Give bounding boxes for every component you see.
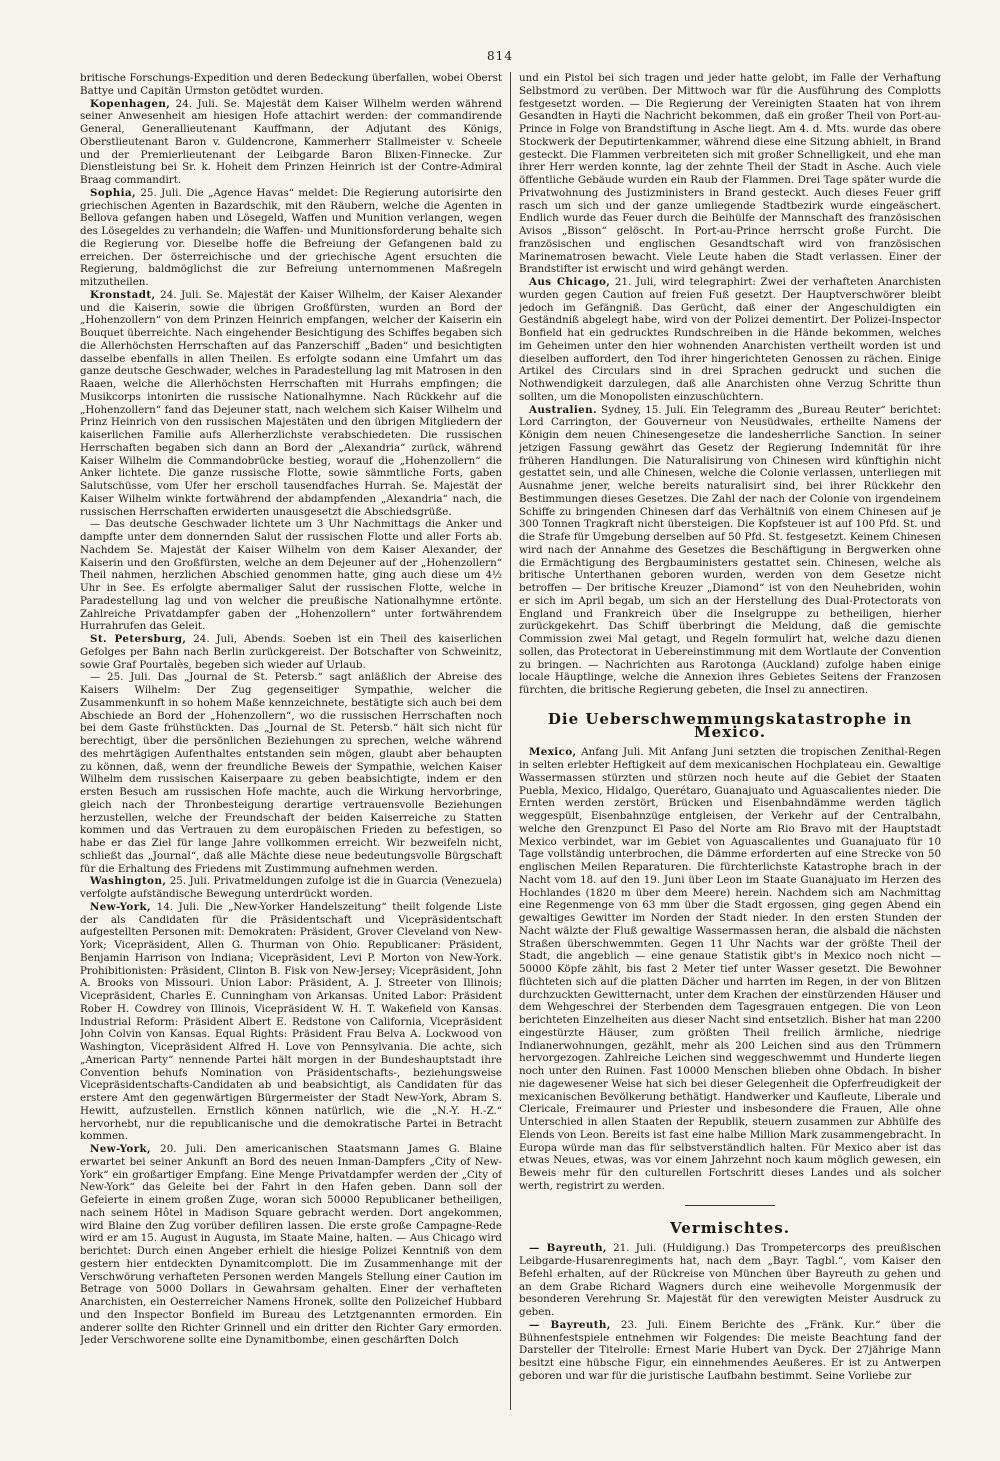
paragraph-text: und ein Pistol bei sich tragen und jeder hatte gelobt, im Falle der Verhaftung Selbstmord zu verüben. Der Mittwoch war für die Ausführung des Complotts festgesetzt worden. — Die Regierung der Vereinigten Staaten hat von ihrem Gesandten in Hayti die Nachricht bekommen, daß ein großer Theil von Port-au-Prince in Folge von Brandstiftung in Asche liegt. Am 4. d. Mts. wurde das obere Stockwerk der Deputirtenkammer, während diese eine Sitzung abhielt, in Brand gesteckt. Die Flammen verbreiteten sich mit großer Schnelligkeit, und ehe man ihrer Herr werden konnte, lag der zehnte Theil der Stadt in Asche. Auch viele öffentliche Gebäude wurden ein Raub der Flammen. Drei Tage später wurde die Privatwohnung des Justizministers in Brand gesteckt. Auch dieses Feuer griff rasch um sich und der ganze umliegende Stadtbezirk wurde eingeäschert. Endlich wurde das Feuer durch die Beihülfe der Mannschaft des französischen Avisos „Bisson“ gelöscht. In Port-au-Prince herrscht große Furcht. Die französischen und englischen Gesandtschaft wird von französischen Marinematrosen bewacht. Viele Leute haben die Stadt verlassen. Einer der Brandstifter ist erwischt und wird gehängt werden. (519, 72, 941, 276)
right-column (519, 72, 941, 1412)
article-paragraph (519, 72, 941, 276)
article-paragraph (519, 404, 941, 697)
dateline: Kronstadt, (90, 288, 156, 301)
paragraph-text: 21. Juli. (Huldigung.) Das Trompetercorps des preußischen Leibgarde-Husarenregiments hat, nach dem „Bayr. Tagbl.“, vom Kaiser den Befehl erhalten, auf der Rückreise von München über Bayreuth zu gehen und an dem Grabe Richard Wagners durch eine weihevolle Morgenmusik der besonderen Verehrung Sr. Majestät für den verewigten Meister Ausdruck zu geben. (519, 1242, 941, 1318)
dateline: New-York, (90, 1143, 152, 1155)
paragraph-text: 20. Juli. Den americanischen Staatsmann James G. Blaine erwartet bei seiner Ankunft an Bord des neuen Inman-Dampfers „City of New-York“ ein großartiger Empfang. Eine Menge Privatdampfer werden der „City of New-York“ das Geleite bei der Fahrt in den Hafen geben. Dann soll der Gefeierte in einem großen Zuge, woran sich 50000 Republicaner betheiligen, nach seinem Hôtel in Madison Square gebracht werden. Dort angekommen, wird Blaine den Zug vorüber defiliren lassen. Die erste große Campagne-Rede wird er am 15. August in Augusta, im Staate Maine, halten. — Aus Chicago wird berichtet: Durch einen Angeber erhielt die hiesige Polizei Kenntniß von dem gestern hier entdeckten Dynamitcomplott. Die im Zusammenhange mit der Verschwörung verhafteten Personen werden Mangels Stellung einer Caution im Betrage von 5000 Dollars in Gewahrsam gehalten. Einer der verhafteten Anarchisten, ein Oesterreicher Namens Hronek, sollte den Polizeichef Hubbard und den Inspector Bonfield im Bureau des Letztgenannten ermorden. Ein anderer sollte den Richter Grinnell und ein dritter den Richter Gary ermorden. Jeder Verschworene sollte eine Dynamitbombe, einen geschärften Dolch (80, 1143, 502, 1347)
paragraph-text: Sydney, 15. Juli. Ein Telegramm des „Bureau Reuter“ berichtet: Lord Carrington, der Gouverneur von Neusüdwales, ertheilte Namens der Königin dem neuen Chinesengesetze die landesherrliche Sanction. In seiner jetzigen Fassung gewährt das Gesetz der Regierung Indemnität für ihre früheren Handlungen. Die Naturalisirung von Chinesen wird künftighin nicht gestattet sein, und alle Chinesen, welche die Colonie verlassen, unterliegen mit Ausnahme jener, welche bereits naturalisirt sind, bei ihrer Rückkehr den Bestimmungen dieses Gesetzes. Die Zahl der nach der Colonie von irgendeinem Schiffe zu bringenden Chinesen darf das Verhältniß von einem Chinesen auf je 300 Tonnen Tragkraft nicht übersteigen. Die Kopfsteuer ist auf 100 Pfd. St. und die Strafe für Umgebung derselben auf 50 Pfd. St. festgesetzt. Keinem Chinesen wird nach der Annahme des Gesetzes die Beschäftigung in Bergwerken ohne die Ermächtigung des Bergbauministers gestattet sein. Chinesen, welche als britische Unterthanen geboren wurden, werden von dem Gesetze nicht betroffen — Der britische Kreuzer „Diamond“ ist von den Neuhebriden, wohin er sich im April begab, um sich an der Herstellung des Dual-Protectorats von England und Frankreich über die Inselgruppe zu betheiligen, hierher zurückgekehrt. Das Schiff überbringt die Meldung, daß die gemischte Commission zwei Mal getagt, und Regeln formulirt hat, welche dazu dienen sollen, das Protectorat in Uebereinstimmung mit dem Wortlaute der Convention zu bringen. — Nachrichten aus Rarotonga (Auckland) zufolge haben einige locale Häuptlinge, welche die Annexion ihres Gebietes Seitens der Franzosen fürchten, die britische Regierung gebeten, die Insel zu annectiren. (519, 403, 941, 696)
article-paragraph (80, 633, 502, 671)
article-paragraph (80, 72, 502, 98)
article-paragraph (519, 1242, 941, 1319)
dateline: — Bayreuth, (529, 1242, 607, 1255)
article-paragraph (80, 289, 502, 519)
paragraph-text: 21. Juli, wird telegraphirt: Zwei der verhafteten Anarchisten wurden gegen Caution auf freien Fuß gesetzt. Der Hauptverschwörer bleibt jedoch im Gefängniß. Das Gerücht, daß einer der Angeschuldigten ein Geständniß abgelegt habe, wird von der Polizei dementirt. Der Polizei-Inspector Bonfield hat ein gedrucktes Rundschreiben in die Hände bekommen, welches im Geheimen unter den hier wohnenden Anarchisten vertheilt worden ist und dieselben auffordert, den Tod ihrer hingerichteten Genossen zu rächen. Einige Artikel des Circulars sind in drei Sprachen gedruckt und suchen die Nothwendigkeit darzulegen, daß alle Anarchisten ohne Verzug Schritte thun sollten, um die Monopolisten einzuschüchtern. (519, 276, 941, 403)
paragraph-text: — 25. Juli. Das „Journal de St. Petersb.“ sagt anläßlich der Abreise des Kaisers Wilhelm: Der Zug gegenseitiger Sympathie, welcher die Zusammenkunft in so hohem Maße kennzeichnete, bestätigte sich auch bei dem Abschiede an Bord der „Hohenzollern“, wo die russischen Herrschaften noch bei dem Gaste frühstückten. Das „Journal de St. Petersb.“ hält sich nicht für berechtigt, über die persönlichen Beziehungen zu sprechen, welche während des mehrtägigen Aufenthaltes entstanden sein mögen, glaubt aber behaupten zu können, daß, wenn der freundliche Beweis der Sympathie, welchen Kaiser Wilhelm dem russischen Kaiserpaare zu geben beabsichtigte, indem er den ersten Besuch am russischen Hofe machte, auch die Wirkung hervorbringe, gleich nach der Thronbesteigung derartige vertrauensvolle Beziehungen herzustellen, welche der Freundschaft der beiden Kaiserreiche zu Statten kommen und das Vertrauen zu dem europäischen Frieden zu befestigen, so habe er das Ziel für lange Jahre vollkommen erreicht. Wir bezweifeln nicht, schließt das „Journal“, daß alle Mächte diese neue bedeutungsvolle Bürgschaft für die Erhaltung des Friedens mit Zustimmung aufnehmen werden. (80, 671, 502, 875)
article-paragraph (80, 875, 502, 901)
article-paragraph (80, 1143, 502, 1347)
article-paragraph (80, 98, 502, 187)
dateline: Aus Chicago, (529, 276, 611, 288)
article-paragraph (80, 671, 502, 875)
paragraph-text: 24. Juli. Se. Majestät der Kaiser Wilhelm, der Kaiser Alexander und die Kaiserin, sowie die übrigen Großfürsten, wurden an Bord der „Hohenzollern“ von dem Prinzen Heinrich empfangen, welcher der Kaiserin ein Bouquet überreichte. Nach eingehender Besichtigung des Schiffes begaben sich die Allerhöchsten Herrschaften auf das Panzerschiff „Baden“ und besichtigten dasselbe ebenfalls in allen Theilen. Es erfolgte sodann eine Umfahrt um das ganze deutsche Geschwader, welches in Paradestellung lag mit Matrosen in den Raaen, welche die Allerhöchsten Herrschaften mit Hurrahs empfingen; die Musikcorps intonirten die russische Nationalhymne. Nach Rückkehr auf die „Hohenzollern“ fand das Dejeuner statt, nach welchem sich Kaiser Wilhelm und Prinz Heinrich von den russischen Majestäten und den übrigen Mitgliedern der kaiserlichen Familie aufs Allerherzlichste verabschiedeten. Die russischen Herrschaften begaben sich dann an Bord der „Alexandria“ zurück, während Kaiser Wilhelm die Commandobrücke bestieg, worauf die „Hohenzollern“ die Anker lichtete. Die ganze russische Flotte, sowie sämmtliche Forts, gaben Salutschüsse, vom Ufer her erscholl tausendfaches Hurrah. Se. Majestät der Kaiser Wilhelm winkte fortwährend der abdampfenden „Alexandria“ nach, die russischen Herrschaften erwiderten unausgesetzt die Abschiedsgrüße. (80, 288, 502, 518)
paragraph-text: 14. Juli. Die „New-Yorker Handelszeitung“ theilt folgende Liste der als Candidaten für die Präsidentschaft und Vicepräsidentschaft aufgestellten Personen mit: Demokraten: Präsident, Grover Cleveland von New-York; Vicepräsident, Allen G. Thurman von Ohio. Republicaner: Präsident, Benjamin Harrison von Indiana; Vicepräsident, Levi P. Morton von New-York. Prohibitionisten: Präsident, Clinton B. Fisk von New-Jersey; Vicepräsident, John A. Brooks von Missouri. Union Labor: Präsident, A. J. Streeter von Illinois; Vicepräsident, Charles E. Cunningham von Arkansas. United Labor: Präsident Rober H. Cowdrey von Illinois, Vicepräsident W. H. T. Wakefield von Kansas. Industrial Reform: Präsident Albert E. Redstone von California, Vicepräsident John Colvin von Kansas. Equal Rights: Präsident Frau Belva A. Lockwood von Washington, Vicepräsident Alfred H. Love von Pennsylvania. Die achte, sich „American Party“ nennende Partei hält morgen in der Bundeshauptstadt ihre Convention behufs Nomination von Präsidentschafts-, beziehungsweise Vicepräsidentschafts-Candidaten ab und beabsichtigt, als Candidaten für das erstere Amt den gegenwärtigen Bürgermeister der Stadt New-York, Abram S. Hewitt, aufzustellen. Ernstlich können natürlich, wie die „N.-Y. H.-Z.“ hervorhebt, nur die republicanische und die demokratische Partei in Betracht kommen. (80, 900, 502, 1143)
dateline: — Bayreuth, (529, 1318, 611, 1331)
paragraph-text: britische Forschungs-Expedition und deren Bedeckung überfallen, wobei Oberst Battye und Capitän Urmston getödtet wurden. (80, 72, 502, 97)
dateline: Washington, (90, 875, 167, 888)
article-paragraph (80, 187, 502, 289)
paragraph-text: 24. Juli. Se. Majestät dem Kaiser Wilhelm werden während seiner Anwesenheit am hiesigen Hofe attachirt werden: der commandirende General, Generallieutenant Kauffmann, der Adjutant des Königs, Oberstlieutenant Baron v. Guldencrone, Kammerherr Stallmeister v. Scheele und der Premierlieutenant der Leibgarde Baron Blixen-Finnecke. Zur Dienstleistung bei Sr. k. Hoheit dem Prinzen Heinrich ist der Contre-Admiral Braag commandirt. (80, 97, 502, 186)
paragraph-text: 23. Juli. Einem Berichte des „Fränk. Kur.“ über die Bühnenfestspiele entnehmen wir Folgendes: Die meiste Beachtung fand der Darsteller der Titelrolle: Ernest Marie Hubert van Dyck. Der 27jährige Mann besitzt eine hübsche Figur, ein einnehmendes Aeußeres. Er ist zu Antwerpen geboren und war für die juristische Laufbahn bestimmt. Seine Vorliebe zur (519, 1318, 941, 1382)
paragraph-text: 25. Juli. Die „Agence Havas“ meldet: Die Regierung autorisirte den griechischen Agenten in Bazardschik, mit den Räubern, welche die Agenten in Bellova gefangen haben und Lösegeld, Waffen und Munition verlangen, wegen des Lösegeldes zu verhandeln; die Waffen- und Munitionsforderung behalte sich die Regierung vor. Dieselbe hoffe die Befreiung der Gefangenen bald zu erreichen. Der österreichische und der griechische Agent ersuchten die Regierung, baldmöglichst die zur Befreiung unternommenen Maßregeln mitzutheilen. (80, 186, 502, 288)
page-number: 814 (487, 49, 513, 63)
paragraph-text: 25. Juli. Privatmeldungen zufolge ist die in Guarcia (Venezuela) verfolgte aufständische Bewegung unterdrückt worden. (80, 875, 502, 900)
dateline: Australien. (529, 403, 597, 416)
paragraph-text: — Das deutsche Geschwader lichtete um 3 Uhr Nachmittags die Anker und dampfte unter dem donnernden Salut der russischen Flotte und aller Forts ab. Nachdem Se. Majestät der Kaiser Wilhelm von dem Kaiser Alexander, der Kaiserin und den Großfürsten, welche an dem Dejeuner auf der „Hohenzollern“ Theil nahmen, herzlichen Abschied genommen hatte, ging auch diese um 4½ Uhr in See. Es erfolgte abermaliger Salut der russischen Flotte, welche in Paradestellung lag und von welcher die preußische Nationalhymne ertönte. Zahlreiche Privatdampfer gaben der „Hohenzollern“ unter fortwährendem Hurrahrufen das Geleit. (80, 518, 502, 633)
dateline: St. Petersburg, (90, 633, 187, 645)
section-rule (685, 1205, 775, 1206)
article-paragraph (519, 746, 941, 1192)
left-column (80, 72, 502, 1412)
section-heading-vermischtes: Vermischtes. (670, 1218, 790, 1237)
article-paragraph (519, 276, 941, 404)
article-paragraph (80, 518, 502, 633)
section-heading-mexico: Die Ueberschwemmungskatastrophe in Mexico. (547, 709, 913, 741)
dateline: Mexico, (529, 746, 577, 759)
dateline: Sophia, (90, 186, 136, 199)
paragraph-text: 24. Juli, Abends. Soeben ist ein Theil des kaiserlichen Gefolges per Bahn nach Berlin zurückgereist. Der Botschafter von Schweinitz, sowie Graf Pourtalès, begeben sich wieder auf Urlaub. (80, 633, 502, 671)
dateline: Kopenhagen, (90, 97, 171, 110)
article-paragraph (519, 1319, 941, 1383)
dateline: New-York, (90, 900, 152, 913)
column-divider (510, 72, 511, 1410)
paragraph-text: Anfang Juli. Mit Anfang Juni setzten die tropischen Zenithal-Regen in selten erlebter Heftigkeit auf dem mexicanischen Hochplateau ein. Gewaltige Wassermassen stürzten und stürzen noch heute auf die Gebiet der Staaten Puebla, Mexico, Hidalgo, Querétaro, Guanajuato und Aguascalientes nieder. Die Ernten werden zerstört, Brücken und Eisenbahndämme werden täglich weggespült, Eisenbahnzüge entgleisen, der Verkehr auf der Centralbahn, welche den Grenzpunct El Paso del Norte am Rio Bravo mit der Hauptstadt Mexico verbindet, war im Gebiet von Aguascalientes und Guanajuato für 10 Tage vollständig unterbrochen, die Dämme erforderten auf eine Strecke von 50 englischen Meilen Reparaturen. Die fürchterlichste Katastrophe brach in der Nacht vom 18. auf den 19. Juni über Leon im Staate Guanajuato im Herzen des Hochlandes (1820 m über dem Meere) herein. Nachdem sich am Nachmittag eine Regenmenge von 63 mm über die Stadt ergossen, ging gegen Abend ein gewaltiges Gewitter im Norden der Stadt nieder. In den ersten Stunden der Nacht wälzte der Fluß gewaltige Wassermassen heran, die alsbald die nächsten Straßen überschwemmten. Gegen 11 Uhr Nachts war der größte Theil der Stadt, die angeblich — eine genaue Statistik gibt's in Mexico noch nicht — 50000 Köpfe zählt, bis fast 2 Meter tief unter Wasser gesetzt. Die Bewohner flüchteten sich auf die platten Dächer und harrten im Regen, in der von Blitzen durchzuckten Gewitternacht, unter dem Krachen der einstürzenden Häuser und dem Wehgeschrei der Sterbenden dem Tagesgrauen entgegen. Die von Leon berichteten Einzelheiten aus dieser Nacht sind entsetzlich. Bisher hat man 2200 eingestürzte Häuser, zum größten Theil freilich ärmliche, niedrige Indianerwohnungen, gezählt, mehr als 200 Leichen sind aus den Trümmern hervorgezogen. Zahlreiche Leichen sind weggeschwemmt und Hunderte liegen noch unter den Ruinen. Fast 10000 Menschen blieben ohne Obdach. In bisher nie dagewesener Weise hat sich bei dieser Gelegenheit die Opferfreudigkeit der mexicanischen Bevölkerung bethätigt. Handwerker und Kaufleute, Liberale und Clericale, Freimaurer und Priester und insbesondere die Frauen, Alle ohne Unterschied in allen Staaten der Republik, steuern zusammen zur Abhülfe des Elends von Leon. Bereits ist fast eine halbe Million Mark zusammengebracht. In Europa würde man das für selbstverständlich halten. Für Mexico aber ist das etwas Neues, etwas, was vor einem Jahrzehnt noch kaum möglich gewesen, ein Beweis mehr für den culturellen Fortschritt dieses Landes und als solcher werth, registrirt zu werden. (519, 746, 941, 1192)
article-paragraph (80, 901, 502, 1143)
